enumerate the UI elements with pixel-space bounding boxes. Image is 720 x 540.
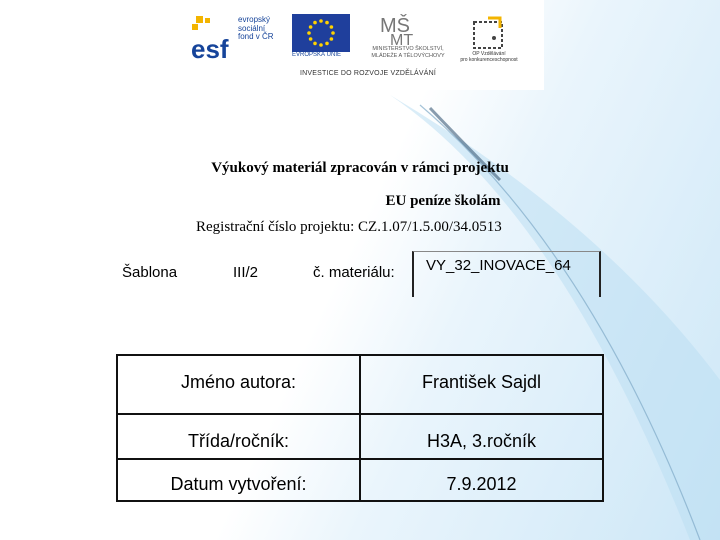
project-title: Výukový materiál zpracován v rámci projektu (211, 160, 509, 176)
class-label: Třída/ročník: (187, 431, 290, 451)
msmt-logo (378, 12, 428, 46)
registration-number: Registrační číslo projektu: CZ.1.07/1.5.00/34.0513 (196, 219, 502, 235)
author-label: Jméno autora: (180, 372, 297, 392)
svg-text:MŠ: MŠ (380, 15, 410, 37)
eu-star-icon (331, 31, 335, 35)
eu-label: EVROPSKÁ UNIE (292, 52, 342, 58)
eu-star-icon (325, 21, 329, 25)
eu-flag-logo (292, 14, 350, 52)
esf-label: evropský sociální fond v ČR (238, 15, 274, 41)
svg-text:MT: MT (390, 32, 414, 46)
eu-star-icon (325, 42, 329, 46)
eu-star-icon (330, 25, 334, 29)
eu-star-icon (309, 25, 313, 29)
date-label: Datum vytvoření: (170, 474, 307, 494)
eu-star-icon (307, 31, 311, 35)
svg-text:esf: esf (191, 34, 229, 62)
eu-star-icon (313, 42, 317, 46)
author-info-table (116, 354, 604, 502)
material-number-value: VY_32_INOVACE_64 (426, 257, 571, 274)
sablona-label: Šablona (122, 264, 178, 281)
program-title: EU peníze školám (385, 193, 501, 209)
eu-star-icon (313, 21, 317, 25)
class-value: H3A, 3.ročník (426, 431, 537, 451)
banner-caption: INVESTICE DO ROZVOJE VZDĚLÁVÁNÍ (299, 70, 437, 77)
material-number-box (412, 251, 601, 297)
eu-star-icon (319, 19, 323, 23)
eu-star-icon (330, 37, 334, 41)
sablona-value: III/2 (233, 264, 259, 281)
esf-logo (190, 14, 236, 62)
op-label: OP Vzdělávání pro konkurenceschopnost (460, 51, 518, 63)
msmt-label: MINISTERSTVO ŠKOLSTVÍ, MLÁDEŽE A TĚLOVÝCHOVY (371, 46, 445, 59)
table-row-divider (118, 458, 602, 460)
op-logo (470, 14, 508, 50)
author-value: František Sajdl (421, 372, 542, 392)
table-row-divider (118, 413, 602, 415)
material-number-label: č. materiálu: (313, 264, 395, 281)
eu-star-icon (309, 37, 313, 41)
date-value: 7.9.2012 (446, 474, 517, 494)
eu-star-icon (319, 43, 323, 47)
